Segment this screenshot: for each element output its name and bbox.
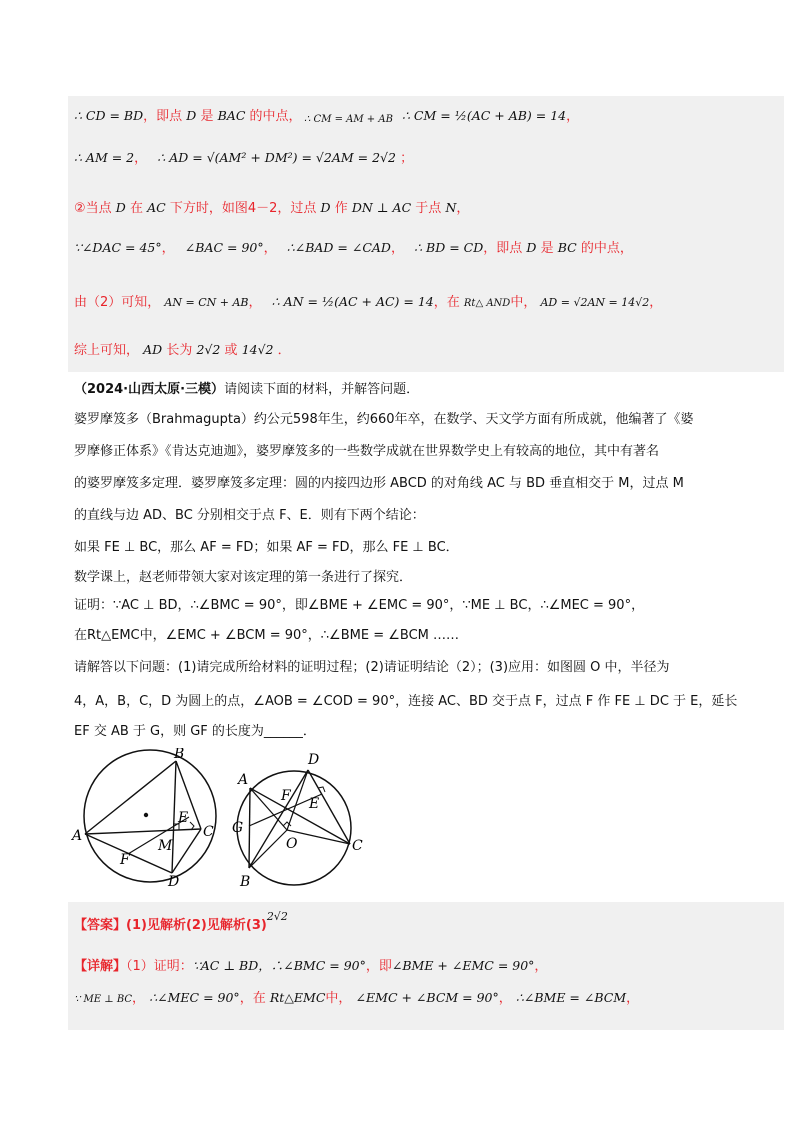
fig2-diagonal-ac [250, 788, 350, 844]
solution-line-4: ∵∠DAC = 45°， ∠BAC = 90°， ∴∠BAD = ∠CAD， ∴ BD = CD，即点 D 是 BC 的中点， [74, 240, 633, 256]
fig2-label-f: F [281, 788, 291, 804]
problem-paragraph-9: 请解答以下问题：(1)请完成所给材料的证明过程；(2)请证明结论（2）；(3)应用：如图圆 O 中，半径为 [74, 660, 670, 675]
solution-line-1-cm: ∴ CM = AM + AB [304, 114, 393, 125]
solution-line-2: ∴ AM = 2， ∴ AD = √(AM² + DM²) = √2AM = 2√2 ； [74, 150, 414, 166]
fig1-diagonal-bd [172, 761, 176, 873]
answer-line: 【答案】(1)见解析(2)见解析$(3)^{2√2}$ [74, 910, 288, 933]
fig1-label-m: M [158, 838, 173, 854]
problem-paragraph-6: 数学课上，赵老师带领大家对该定理的第一条进行了探究． [74, 570, 413, 585]
fig1-label-a: A [72, 828, 83, 844]
problem-paragraph-3: 的婆罗摩笈多定理．婆罗摩笈多定理：圆的内接四边形 ABCD 的对角线 AC 与 BD 垂直相交于 M，过点 M [74, 476, 684, 491]
solution-line-1-cm-value: ∴ CM = ½(AC + AB) = 14， [402, 108, 580, 124]
fig2-label-o: O [286, 836, 298, 852]
figure-2-circle-o [228, 748, 368, 894]
fig1-side-cd [172, 829, 201, 873]
fig1-label-c: C [203, 824, 214, 840]
problem-paragraph-8: 在Rt△EMC中，∠EMC + ∠BCM = 90°，∴∠BME = ∠BCM …… [74, 628, 459, 643]
fig2-label-c: C [352, 838, 363, 854]
fig2-label-d: D [308, 752, 320, 768]
fig2-label-a: A [238, 772, 249, 788]
solution-continuation-box [68, 96, 784, 372]
fig2-circle [237, 771, 351, 885]
problem-paragraph-2: 罗摩修正体系》《肯达克迪迦》，婆罗摩笈多的一些数学成就在世界数学史上有较高的地位，其中有著名 [74, 444, 660, 459]
fig2-label-b: B [240, 874, 251, 890]
fig1-label-f: F [120, 852, 130, 868]
detail-line-2: ∵ ME ⊥ BC， ∴∠MEC = 90°，在 Rt△EMC中， ∠EMC + ∠BCM = 90°， ∴∠BME = ∠BCM， [74, 990, 640, 1006]
fig2-label-g: G [232, 820, 244, 836]
figure-1-cyclic-quadrilateral [70, 748, 230, 888]
fig1-label-b: B [174, 748, 185, 762]
problem-header: （2024·山西太原·三模）请阅读下面的材料，并解答问题． [74, 382, 420, 397]
problem-paragraph-10: 4，A，B，C，D 为圆上的点，∠AOB = ∠COD = 90°，连接 AC、BD 交于点 F，过点 F 作 FE ⊥ DC 于 E，延长 [74, 694, 738, 709]
fig1-center-dot [144, 813, 148, 817]
problem-paragraph-7: 证明：∵AC ⊥ BD，∴∠BMC = 90°，即∠BME + ∠EMC = 90°，∵ME ⊥ BC，∴∠MEC = 90°， [74, 598, 645, 613]
solution-line-5: 由（2）可知， AN = CN + AB， ∴ AN = ½(AC + AC) = 14，在 Rt△ AND中， AD = √2AN = 14√2， [74, 294, 663, 310]
fig2-label-e: E [309, 796, 320, 812]
fig1-label-d: D [168, 874, 180, 888]
detail-line-1: 【详解】（1）证明：∵AC ⊥ BD，∴∠BMC = 90°，即∠BME + ∠EMC = 90°， [74, 958, 548, 974]
problem-paragraph-5: 如果 FE ⊥ BC，那么 AF = FD；如果 AF = FD，那么 FE ⊥ BC． [74, 540, 459, 555]
problem-paragraph-1: 婆罗摩笈多（Brahmagupta）约公元598年生，约660年卒，在数学、天文学方面有所成就，他编著了《婆 [74, 412, 694, 427]
fig2-side-ab [249, 788, 250, 868]
solution-line-3: ②当点 D 在 AC 下方时，如图4－2，过点 D 作 DN ⊥ AC 于点 N， [74, 200, 470, 216]
problem-paragraph-11: EF 交 AB 于 G，则 GF 的长度为______． [74, 724, 316, 739]
solution-line-6: 综上可知， AD 长为 2√2 或 14√2 ． [74, 342, 291, 358]
fig1-label-e: E [178, 810, 189, 826]
fig1-side-ab [85, 761, 176, 834]
fig1-diagonal-ac [85, 829, 201, 834]
solution-line-1: ∴ CD = BD，即点 D 是 BAC 的中点， [74, 108, 302, 124]
problem-paragraph-4: 的直线与边 AD、BC 分别相交于点 F、E．则有下两个结论： [74, 508, 425, 523]
